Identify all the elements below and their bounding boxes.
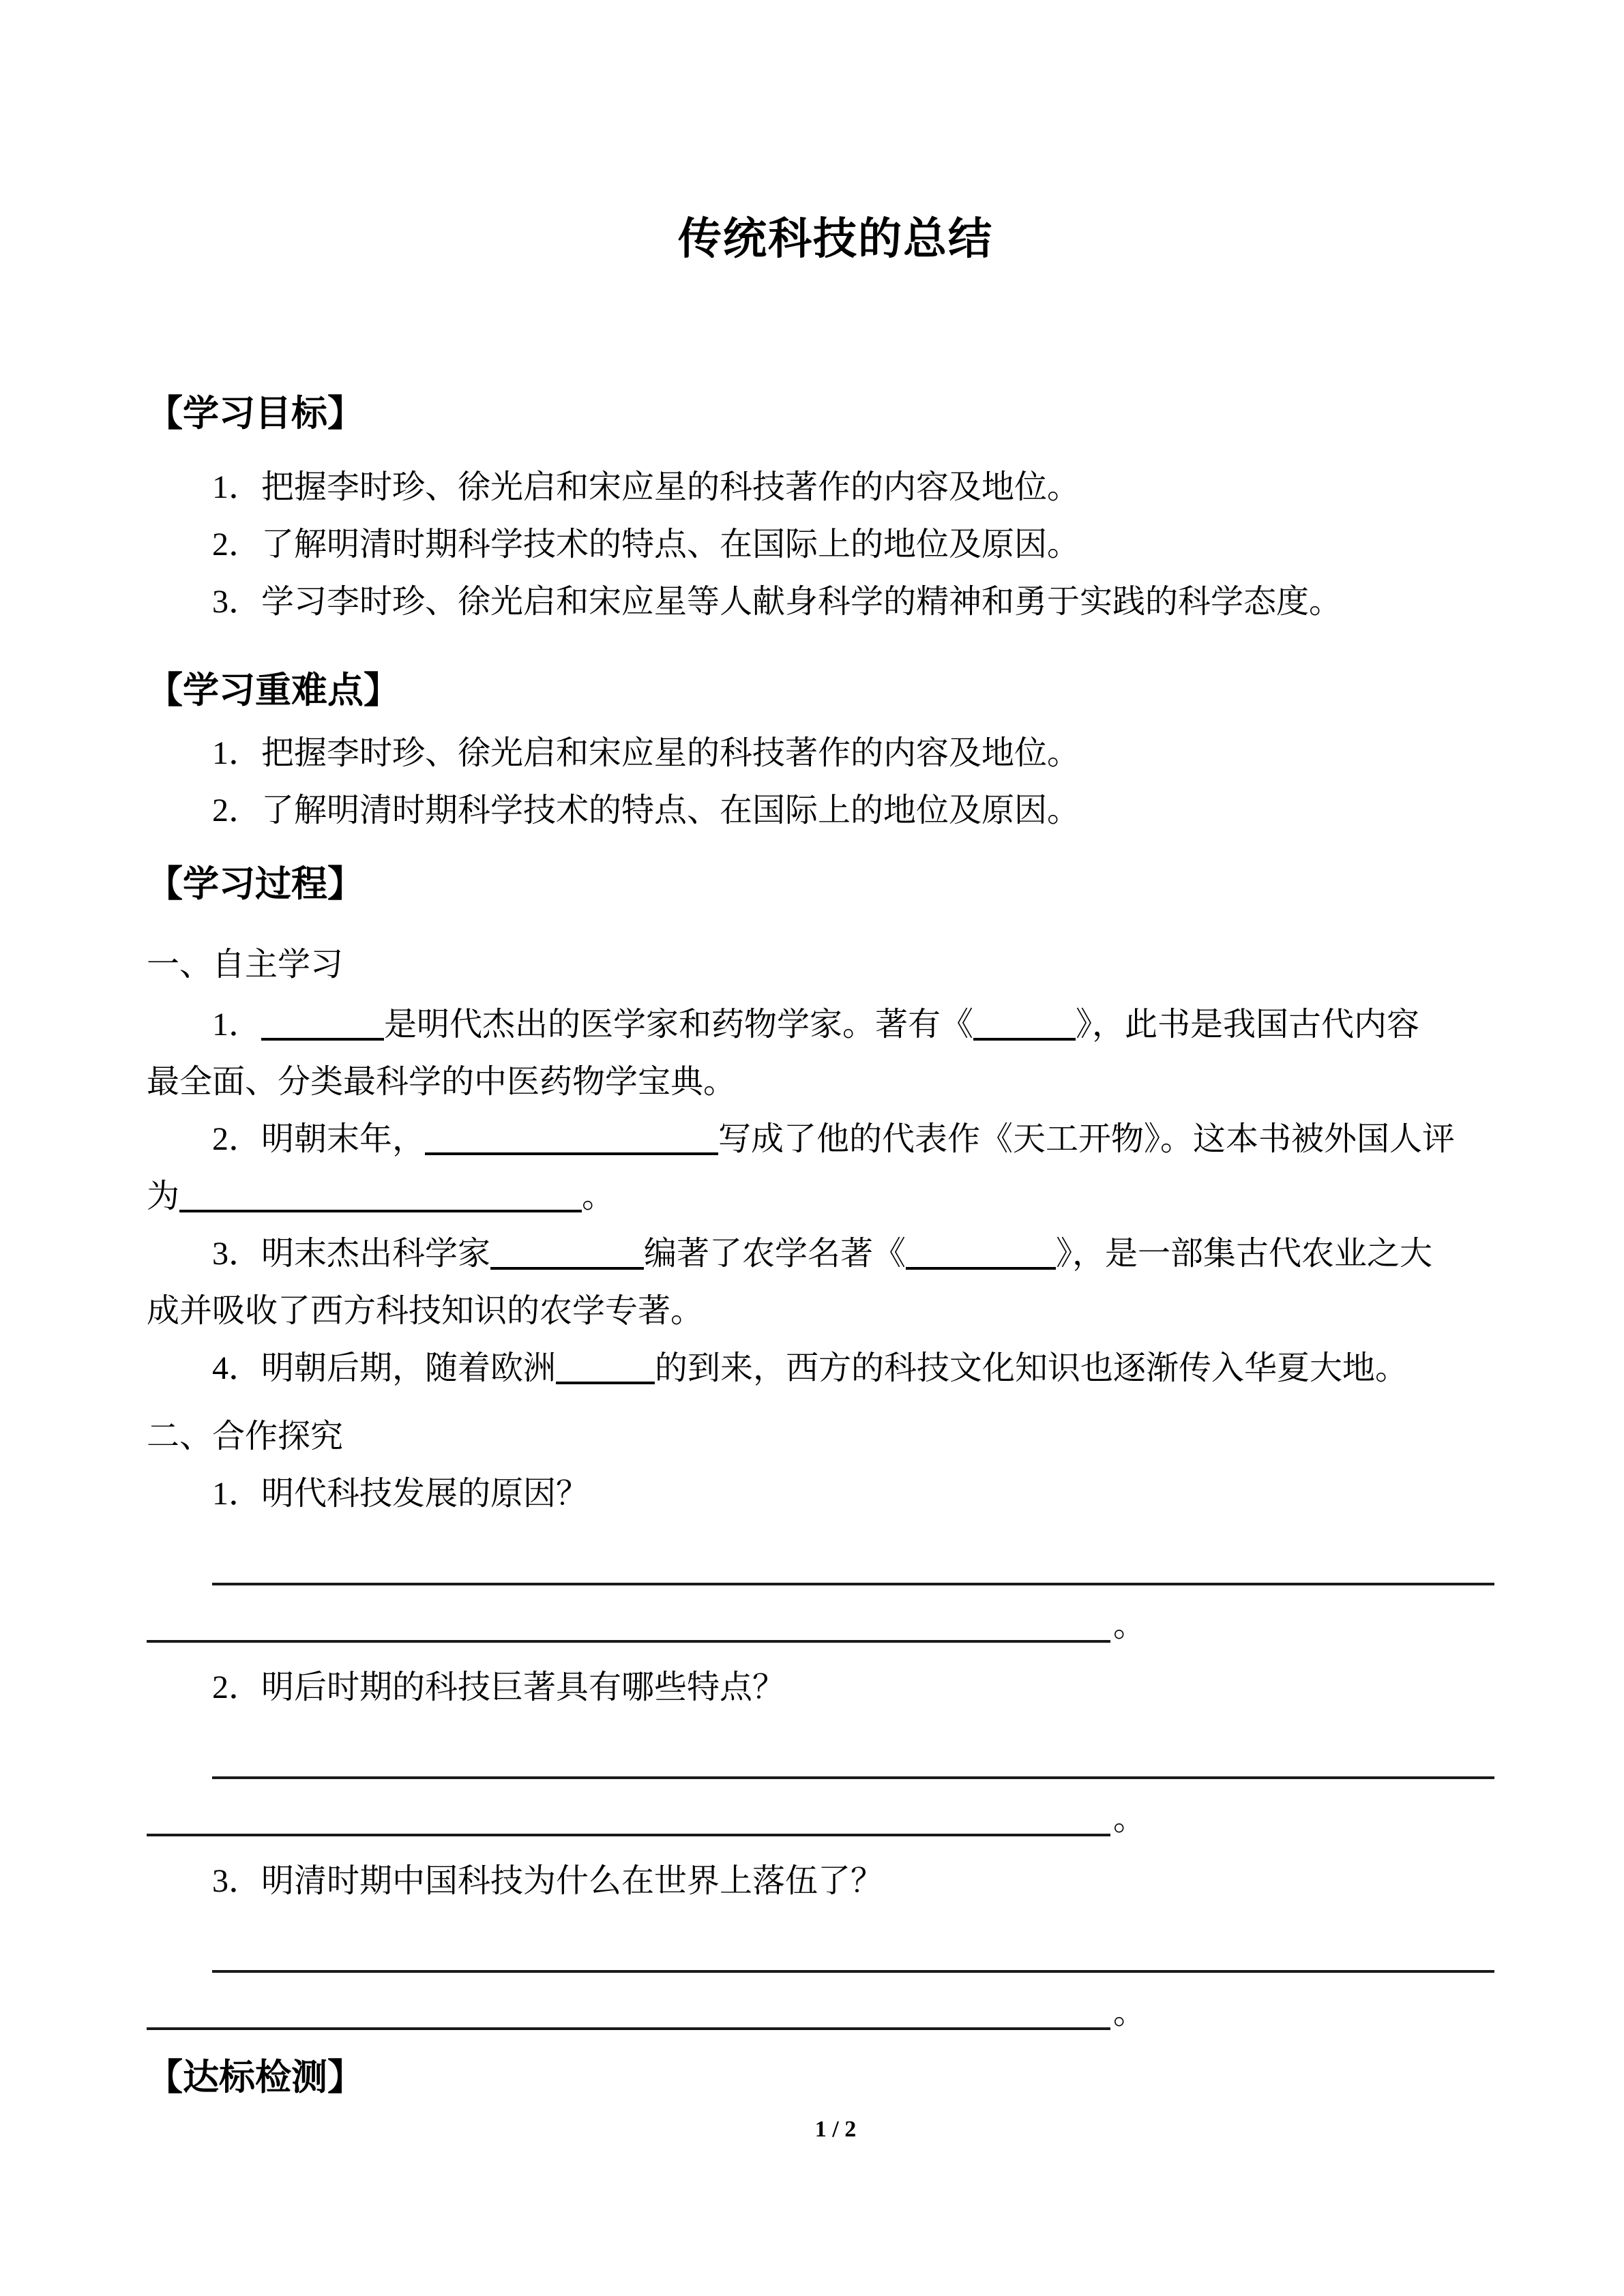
fill-in-line bbox=[147, 1111, 1524, 1168]
self-study-item-4 bbox=[147, 1340, 1524, 1397]
text-segment: 的到来，西方的科技文化知识也逐渐传入华夏大地。 bbox=[655, 1350, 1408, 1386]
cooperation-question-2 bbox=[147, 1659, 1524, 1836]
section-header-objectives: 【学习目标】 bbox=[147, 394, 364, 434]
fill-blank bbox=[425, 1127, 718, 1155]
key-point-item: 2．了解明清时期科学技术的特点、在国际上的地位及原因。 bbox=[212, 792, 1080, 829]
self-study-item-3 bbox=[147, 1225, 1524, 1340]
text-line: 最全面、分类最科学的中医药物学宝典。 bbox=[147, 1064, 737, 1100]
answer-line bbox=[147, 1973, 1524, 2030]
text-segment: 1． bbox=[212, 1007, 262, 1043]
self-study-item-2 bbox=[147, 1111, 1524, 1225]
answer-underline bbox=[147, 1776, 1110, 1836]
question-text: 3．明清时期中国科技为什么在世界上落伍了？ bbox=[212, 1863, 884, 1899]
text-segment: 4．明朝后期，随着欧洲 bbox=[212, 1350, 557, 1386]
answer-area bbox=[147, 1910, 1524, 2030]
answer-line bbox=[147, 1585, 1524, 1643]
text-segment: 》，此书是我国古代内容 bbox=[1076, 1007, 1420, 1043]
answer-line bbox=[212, 1716, 1494, 1779]
answer-area bbox=[147, 1716, 1524, 1836]
answer-area bbox=[147, 1523, 1524, 1643]
question-text: 2．明后时期的科技巨著具有哪些特点？ bbox=[212, 1669, 786, 1705]
fill-in-line bbox=[147, 996, 1524, 1054]
objective-item: 2．了解明清时期科学技术的特点、在国际上的地位及原因。 bbox=[212, 526, 1080, 563]
cooperation-question-1 bbox=[147, 1465, 1524, 1643]
subsection-cooperation: 二、合作探究 bbox=[147, 1418, 344, 1455]
text-segment: 编著了农学名著《 bbox=[644, 1236, 906, 1272]
text-segment: 是明代杰出的医学家和药物学家。著有《 bbox=[384, 1007, 974, 1043]
text-segment: 为 bbox=[147, 1178, 180, 1214]
fill-blank bbox=[556, 1356, 655, 1384]
text-line: 成并吸收了西方科技知识的农学专著。 bbox=[147, 1293, 704, 1329]
text-segment: 写成了他的代表作《天工开物》。这本书被外国人评 bbox=[718, 1121, 1456, 1157]
question-text: 1．明代科技发展的原因？ bbox=[212, 1476, 589, 1512]
page-title: 传统科技的总结 bbox=[678, 215, 993, 263]
fill-in-line bbox=[147, 1340, 1524, 1397]
text-segment: 》，是一部集古代农业之大 bbox=[1056, 1236, 1433, 1272]
cooperation-question-3 bbox=[147, 1853, 1524, 2030]
section-header-key-points: 【学习重难点】 bbox=[147, 671, 400, 711]
objective-item: 3．学习李时珍、徐光启和宋应星等人献身科学的精神和勇于实践的科学态度。 bbox=[212, 584, 1342, 620]
answer-underline bbox=[147, 1970, 1110, 2030]
answer-underline bbox=[147, 1583, 1110, 1643]
answer-line bbox=[212, 1910, 1494, 1973]
fill-blank bbox=[906, 1241, 1056, 1270]
objective-item: 1．把握李时珍、徐光启和宋应星的科技著作的内容及地位。 bbox=[212, 469, 1080, 505]
fill-in-line bbox=[147, 1225, 1524, 1283]
answer-line bbox=[212, 1523, 1494, 1585]
text-segment: 。 bbox=[1113, 1801, 1147, 1837]
text-segment: 。 bbox=[1113, 1995, 1147, 2031]
key-points-list bbox=[147, 725, 1524, 839]
section-header-assessment: 【达标检测】 bbox=[147, 2058, 364, 2098]
self-study-item-1 bbox=[147, 996, 1524, 1111]
text-segment: 3．明末杰出科学家 bbox=[212, 1236, 491, 1272]
text-segment: 。 bbox=[1113, 1607, 1147, 1643]
fill-blank bbox=[179, 1184, 582, 1212]
fill-blank bbox=[261, 1012, 384, 1041]
text-segment: 2．明朝末年， bbox=[212, 1121, 426, 1157]
answer-line bbox=[147, 1779, 1524, 1836]
subsection-self-study: 一、自主学习 bbox=[147, 946, 344, 983]
fill-blank bbox=[973, 1012, 1076, 1041]
objectives-list bbox=[147, 459, 1524, 631]
text-segment: 。 bbox=[582, 1178, 615, 1214]
page-number: 1 / 2 bbox=[814, 2117, 857, 2142]
fill-blank bbox=[490, 1241, 644, 1270]
section-header-process: 【学习过程】 bbox=[147, 865, 364, 904]
fill-in-line bbox=[147, 1168, 1524, 1225]
key-point-item: 1．把握李时珍、徐光启和宋应星的科技著作的内容及地位。 bbox=[212, 735, 1080, 771]
